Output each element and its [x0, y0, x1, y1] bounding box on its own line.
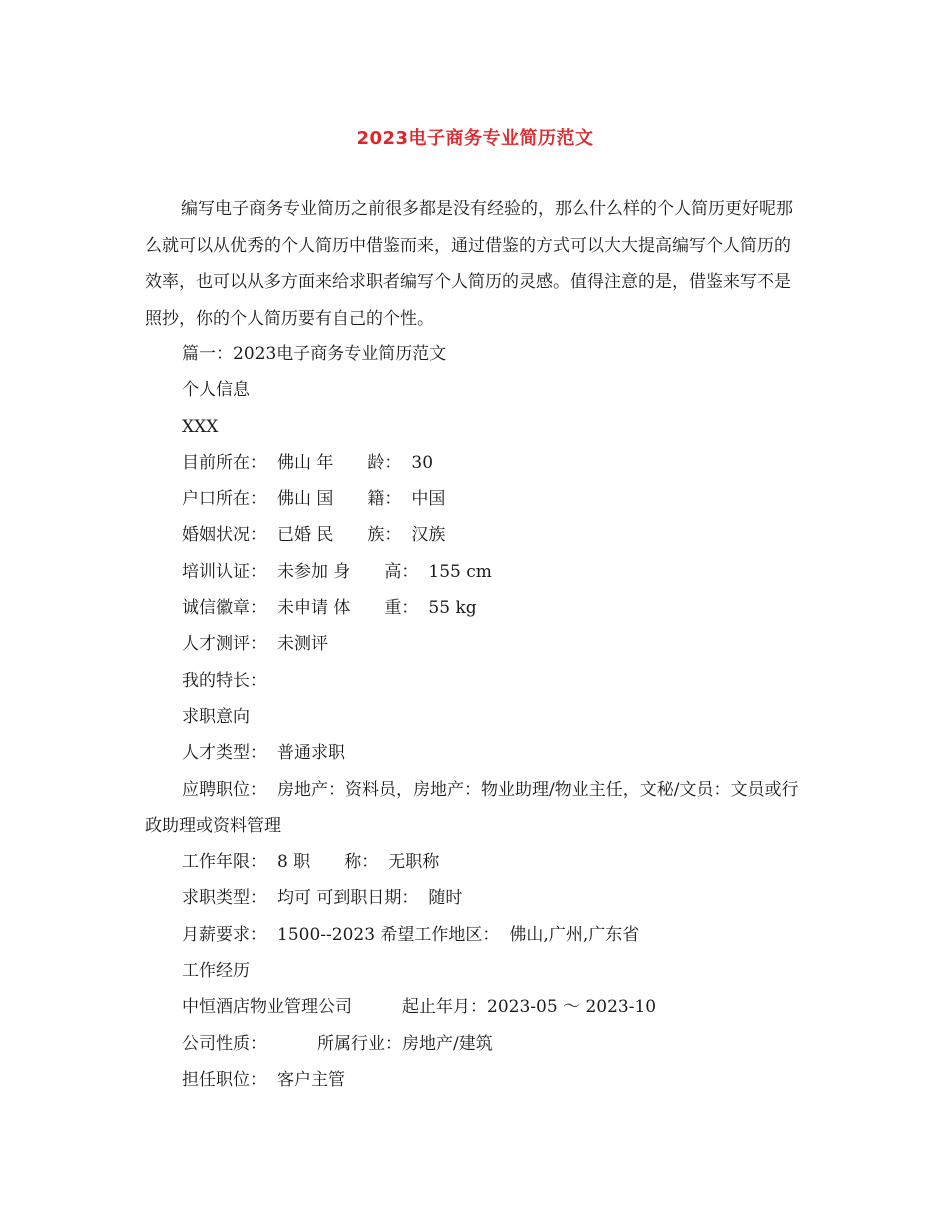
salary-value: 1500--2023 — [277, 924, 376, 945]
region-label: 希望工作地区： — [380, 924, 500, 945]
location-age-line — [145, 445, 805, 481]
assessment-line — [145, 626, 805, 662]
chapter-heading: 篇一：2023电子商务专业简历范文 — [182, 344, 447, 364]
integrity-value: 未申请 — [277, 598, 328, 619]
start-date-value: 随时 — [428, 888, 463, 909]
company-nature-line — [145, 1026, 805, 1062]
company-name: 中恒酒店物业管理公司 — [182, 997, 352, 1018]
ethnic-label: 民 族： — [316, 525, 402, 546]
job-type-label: 求职类型： — [182, 888, 267, 909]
height-value: 155 cm — [428, 561, 492, 582]
document-title: 2023电子商务专业简历范文 — [356, 128, 594, 149]
training-height-line — [145, 554, 805, 590]
hukou-label: 户口所在： — [182, 489, 267, 510]
location-value: 佛山 — [277, 452, 311, 473]
name-line: XXX — [182, 416, 219, 437]
salary-label: 月薪要求： — [182, 924, 267, 945]
job-intent-heading: 求职意向 — [182, 706, 250, 727]
marital-ethnic-line — [145, 517, 805, 553]
industry-label: 所属行业： — [317, 1033, 402, 1054]
specialty-label: 我的特长： — [182, 670, 267, 691]
role-value: 客户主管 — [277, 1069, 345, 1090]
personal-info-heading: 个人信息 — [182, 380, 250, 401]
industry-value: 房地产/建筑 — [402, 1033, 493, 1054]
period-label: 起止年月： — [402, 997, 487, 1018]
salary-line — [145, 917, 805, 953]
talent-type-label: 人才类型： — [182, 743, 267, 764]
job-type-line — [145, 880, 805, 916]
title-value: 无职称 — [388, 852, 440, 873]
assessment-value: 未测评 — [277, 634, 328, 655]
region-value: 佛山,广州,广东省 — [509, 924, 640, 945]
location-label: 目前所在： — [182, 452, 267, 473]
company-line — [145, 989, 805, 1025]
training-value: 未参加 — [277, 561, 328, 582]
weight-value: 55 kg — [428, 598, 477, 619]
position-value: 房地产：资料员，房地产：物业助理/物业主任，文秘/文员：文员或行政助理或资料管理 — [145, 779, 799, 836]
age-label: 年 龄： — [316, 452, 402, 473]
years-title-line — [145, 844, 805, 880]
years-value: 8 — [277, 852, 288, 873]
intro-paragraph: 编写电子商务专业简历之前很多都是没有经验的，那么什么样的个人简历更好呢那么就可以从优秀的个人简历中借鉴而来，通过借鉴的方式可以大大提高编写个人简历的效率，也可以从多方面来给求职者编写个人简历的灵感。值得注意的是，借鉴来写不是照抄，你的个人简历要有自己的个性。 — [145, 199, 793, 329]
years-label: 工作年限： — [182, 852, 267, 873]
ethnic-value: 汉族 — [411, 525, 446, 546]
role-line — [145, 1062, 805, 1098]
period-value: 2023-05 ～ 2023-10 — [487, 997, 657, 1018]
marital-label: 婚姻状况： — [182, 525, 267, 546]
role-label: 担任职位： — [182, 1069, 267, 1090]
nationality-value: 中国 — [411, 489, 446, 510]
position-line — [145, 772, 805, 845]
talent-type-line — [145, 735, 805, 771]
nationality-label: 国 籍： — [316, 489, 402, 510]
hukou-nationality-line — [145, 481, 805, 517]
weight-label: 体 重： — [333, 598, 419, 619]
marital-value: 已婚 — [277, 525, 311, 546]
integrity-weight-line — [145, 590, 805, 626]
position-label: 应聘职位： — [182, 779, 267, 800]
title-label: 职 称： — [293, 852, 379, 873]
hukou-value: 佛山 — [277, 489, 311, 510]
specialty-line — [145, 663, 805, 699]
experience-heading: 工作经历 — [182, 961, 250, 982]
assessment-label: 人才测评： — [182, 634, 267, 655]
talent-type-value: 普通求职 — [277, 743, 345, 764]
job-type-value: 均可 — [277, 888, 311, 909]
start-date-label: 可到职日期： — [316, 888, 419, 909]
height-label: 身 高： — [333, 561, 419, 582]
integrity-label: 诚信徽章： — [182, 598, 267, 619]
company-nature-label: 公司性质： — [182, 1033, 267, 1054]
age-value: 30 — [411, 452, 434, 473]
training-label: 培训认证： — [182, 561, 267, 582]
resume-body — [145, 336, 805, 1098]
